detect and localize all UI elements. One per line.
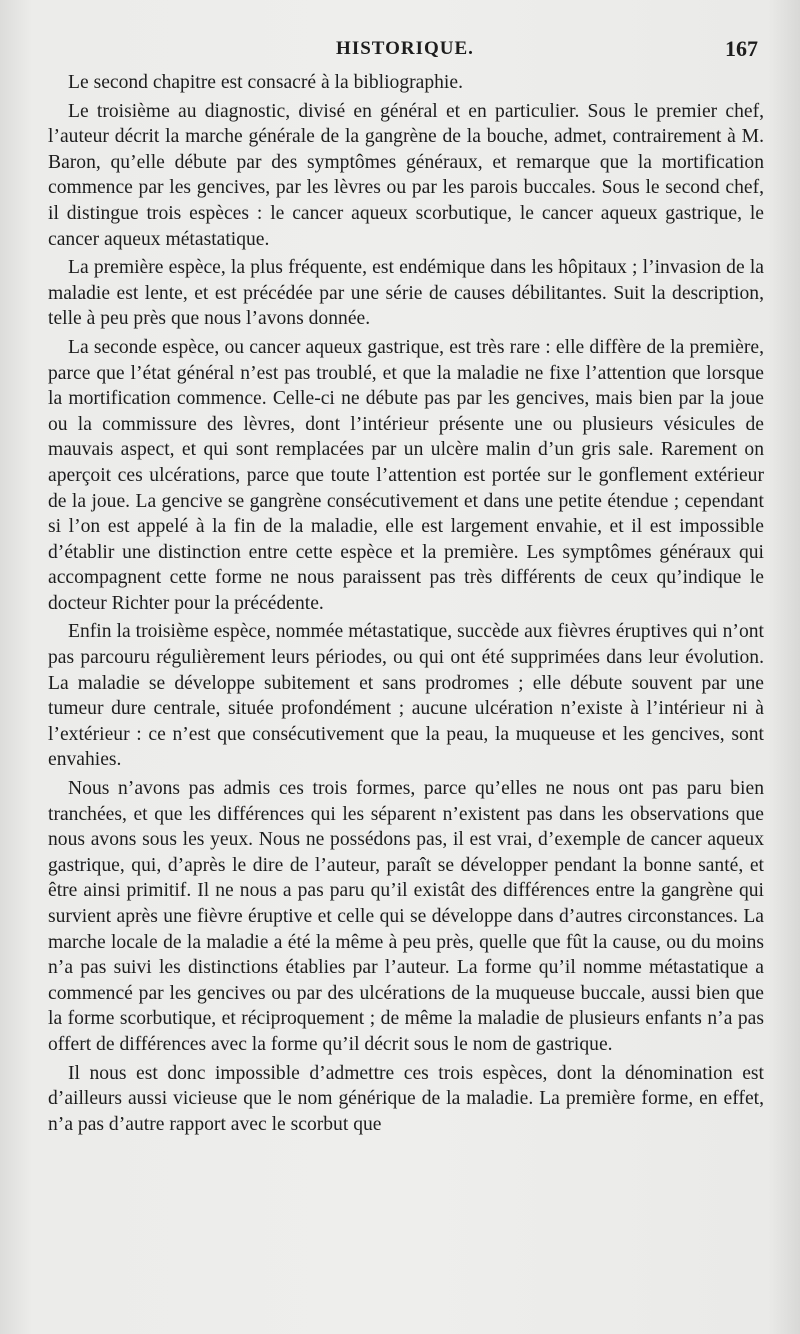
paragraph: Nous n’avons pas admis ces trois formes, parce qu’elles ne nous ont pas paru bien tranchées, et que les différences qui les séparent n’existent pas dans les observations que nous avons sous les yeux. Nous ne possédons pas, il est vrai, d’exemple de cancer aqueux gastrique, qui, d’après le dire de l’auteur, paraît se développer pendant la bonne santé, et être ainsi primitif. Il ne nous a pas paru qu’il existât des différences entre la gangrène qui survient après une fièvre éruptive et celle qui se développe dans d’autres circonstances. La marche locale de la maladie a été la même à peu près, quelle que fût la cause, ou du moins n’a pas suivi les distinctions établies par l’auteur. La forme qu’il nomme métastatique a commencé par les gencives ou par des ulcérations de la muqueuse buccale, aussi bien que la forme scorbutique, et réciproquement ; de même la maladie de plusieurs enfants n’a pas offert de différences avec la forme qu’il décrit sous le nom de gastrique. (48, 778, 764, 1055)
paragraph: Le second chapitre est consacré à la bibliographie. (68, 72, 463, 93)
paragraph: La première espèce, la plus fréquente, est endémique dans les hôpitaux ; l’invasion de la maladie est lente, et est précédée par une série de causes débilitantes. Suit la description, telle à peu près que nous l’avons donnée. (48, 257, 764, 330)
page-number: 167 (725, 36, 758, 61)
body-text (48, 70, 764, 1140)
paragraph: La seconde espèce, ou cancer aqueux gastrique, est très rare : elle diffère de la première, parce que l’état général n’est pas troublé, et que la maladie ne fixe l’attention que lorsque la mortification commence. Celle-ci ne débute pas par les gencives, mais bien par la joue ou la commissure des lèvres, dont l’intérieur présente une ou plusieurs vésicules de mauvais aspect, et qui sont remplacées par un ulcère malin d’un gris sale. Rarement on aperçoit ces ulcérations, parce que toute l’attention est portée sur le gonflement extérieur de la joue. La gencive se gangrène consécutivement et dans une petite étendue ; cependant si l’on est appelé à la fin de la maladie, elle est largement envahie, et il est impossible d’établir une distinction entre cette espèce et la première. Les symptômes généraux qui accompagnent cette forme ne nous paraissent pas très différents de ceux qu’indique le docteur Richter pour la précédente. (48, 336, 764, 614)
paragraph: Enfin la troisième espèce, nommée métastatique, succède aux fièvres éruptives qui n’ont pas parcouru régulièrement leurs périodes, ou qui ont été supprimées dans leur évolution. La maladie se développe subitement et sans prodromes ; elle débute souvent par une tumeur dure centrale, située profondément ; aucune ulcération n’existe à l’intérieur ni à l’extérieur : ce n’est que consécutivement que la peau, la muqueuse et les gencives, sont envahies. (48, 621, 764, 771)
running-title: HISTORIQUE. (336, 38, 474, 59)
paragraph: Le troisième au diagnostic, divisé en général et en particulier. Sous le premier chef, l’auteur décrit la marche générale de la gangrène de la bouche, admet, contrairement à M. Baron, qu’elle débute par des symptômes généraux, et remarque que la mortification commence par les gencives, par les lèvres ou par les parois buccales. Sous le second chef, il distingue trois espèces : le cancer aqueux scorbutique, le cancer aqueux gastrique, le cancer aqueux métastatique. (48, 100, 764, 250)
page-header (48, 36, 762, 66)
paragraph: Il nous est donc impossible d’admettre ces trois espèces, dont la dénomination est d’ailleurs aussi vicieuse que le nom générique de la maladie. La première forme, en effet, n’a pas d’autre rapport avec le scorbut que (48, 1062, 764, 1135)
